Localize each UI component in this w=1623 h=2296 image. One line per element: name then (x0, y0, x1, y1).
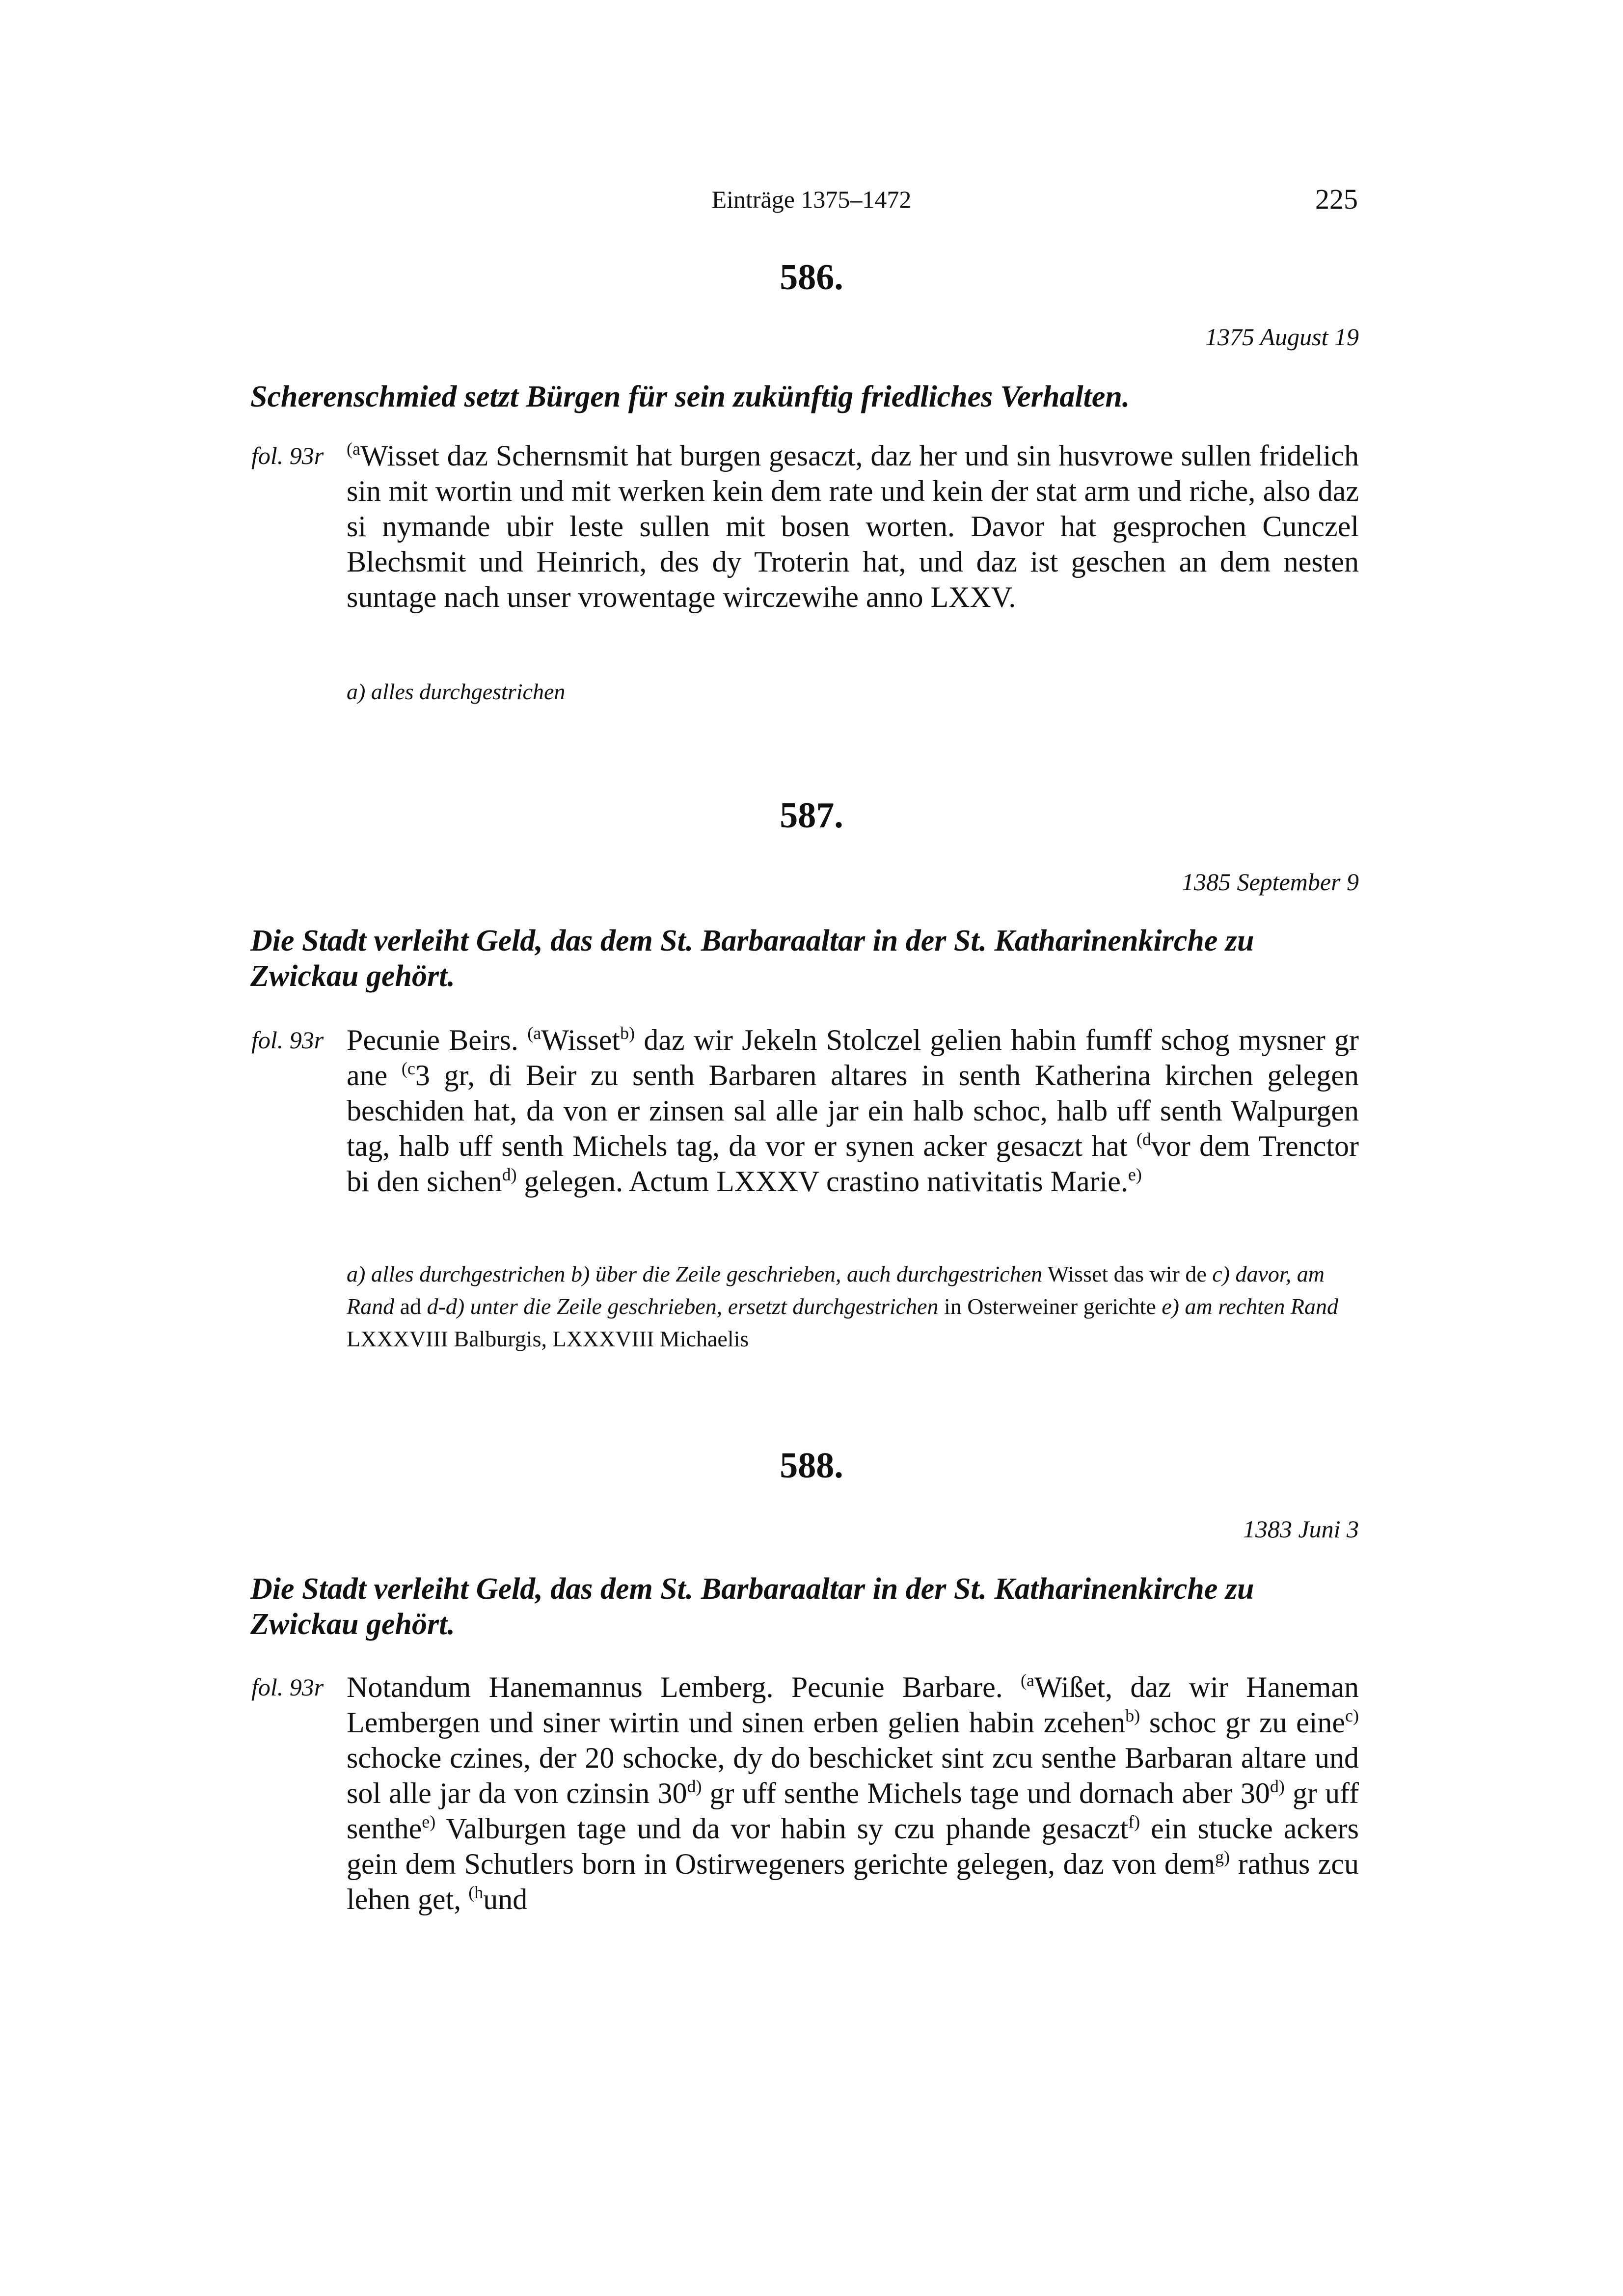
text-segment: gr uff senthe Michels tage und dornach aber 30 (702, 1777, 1270, 1809)
note-marker: f) (1128, 1812, 1140, 1831)
entry-text (347, 1669, 1359, 1917)
note-marker: d) (687, 1777, 702, 1796)
entry-heading: Die Stadt verleiht Geld, das dem St. Barbaraaltar in der St. Katharinenkirche zu Zwickau gehört. (250, 1572, 1254, 1641)
note-marker: b) (620, 1023, 635, 1043)
entry-text (347, 438, 1359, 615)
footnote-label: a) alles durchgestrichen (347, 679, 566, 704)
note-marker: b) (1125, 1706, 1140, 1725)
note-marker: e) (422, 1812, 436, 1831)
text-segment: 3 gr, di Beir zu senth Barbaren altares in senth Katherina kirchen gelegen beschiden hat, da von er zinsen sal alle jar ein halb schoc, halb uff senth Walpurgen tag, halb uff senth Michels tag, da vor er synen acker gesaczt hat (347, 1059, 1359, 1162)
entry-heading: Scherenschmied setzt Bürgen für sein zukünftig friedliches Verhalten. (250, 380, 1130, 413)
note-marker: g) (1215, 1847, 1230, 1867)
footnote-label: e) am rechten Rand (1162, 1294, 1339, 1319)
note-marker: e) (1128, 1165, 1142, 1184)
footnote-label: d-d) unter die Zeile geschrieben, ersetzt durchgestrichen (427, 1294, 939, 1319)
text-segment: schocke czines, der 20 schocke, dy do beschicket sint zcu senthe Barbaran altare und sol alle jar da von czinsin 30 (347, 1742, 1359, 1809)
folio-reference: fol. 93r (251, 1673, 324, 1701)
footnote-label: a) alles durchgestrichen (347, 1261, 566, 1286)
footnote-value: LXXXVIII Balburgis, LXXXVIII Michaelis (347, 1326, 749, 1351)
page-number: 225 (1315, 183, 1358, 215)
folio-reference: fol. 93r (251, 1026, 324, 1054)
entry-number: 586. (780, 257, 843, 298)
note-marker: (d (1136, 1129, 1151, 1149)
text-segment: vor dem Trenctor bi den sichen (347, 1130, 1359, 1198)
footnote-value: ad (400, 1294, 422, 1319)
text-segment: Wisset daz Schernsmit hat burgen gesaczt, daz her und sin husvrowe sullen fridelich sin mit wortin und mit werken kein dem rate und kein der stat arm und riche, also daz si nymande ubir leste sullen mit bosen worten. Davor hat gesprochen Cunczel Blechsmit und Heinrich, des dy Troterin hat, und daz ist geschen an dem nesten suntage nach unser vrowentage wirczewihe anno LXXV. (347, 439, 1359, 613)
note-marker: (a (1021, 1670, 1034, 1690)
entry-number: 587. (780, 795, 843, 836)
entry-date: 1375 August 19 (1205, 323, 1359, 351)
footnote-value: Wisset das wir de (1047, 1261, 1207, 1286)
note-marker: c) (1345, 1706, 1359, 1725)
footnotes (347, 1258, 1359, 1355)
text-segment: und (483, 1883, 528, 1915)
note-marker: (h (468, 1883, 484, 1902)
text-segment: Pecunie Beirs. (347, 1024, 528, 1056)
footnote-label: c) davor, am Rand (347, 1261, 1325, 1319)
text-segment: Wißet, daz wir Haneman Lembergen und siner wirtin und sinen erben gelien habin zcehen (347, 1671, 1359, 1739)
entry-heading: Die Stadt verleiht Geld, das dem St. Barbaraaltar in der St. Katharinenkirche zu Zwickau gehört. (250, 924, 1254, 993)
text-segment: gelegen. Actum LXXXV crastino nativitatis Marie. (516, 1165, 1128, 1198)
note-marker: (c (401, 1059, 415, 1078)
footnote-label: b) über die Zeile geschrieben, auch durchgestrichen (570, 1261, 1043, 1286)
text-segment: schoc gr zu eine (1140, 1706, 1346, 1739)
text-segment: Valburgen tage und da vor habin sy czu phande gesaczt (435, 1812, 1129, 1845)
footnotes (347, 676, 1359, 708)
entry-date: 1385 September 9 (1181, 868, 1359, 896)
text-segment: daz wir Jekeln Stolczel gelien habin fumff schog mysner gr ane (347, 1024, 1359, 1092)
note-marker: (a (527, 1023, 541, 1043)
note-marker: d) (1270, 1777, 1285, 1796)
note-marker: (a (347, 439, 360, 459)
running-head (0, 180, 1623, 219)
footnote-value: in Osterweiner gerichte (944, 1294, 1156, 1319)
text-segment: gr uff senthe (347, 1777, 1359, 1845)
entry-number: 588. (780, 1446, 843, 1486)
entry-date: 1383 Juni 3 (1243, 1515, 1359, 1543)
running-title: Einträge 1375–1472 (711, 186, 912, 213)
text-segment: ein stucke ackers gein dem Schutlers born in Ostirwegeners gerichte gelegen, daz von dem (347, 1812, 1359, 1880)
note-marker: d) (502, 1165, 517, 1184)
entry-text (347, 1022, 1359, 1199)
text-segment: rathus zcu lehen get, (347, 1848, 1359, 1915)
text-segment: Wisset (541, 1024, 621, 1056)
folio-reference: fol. 93r (251, 442, 324, 469)
text-segment: Notandum Hanemannus Lemberg. Pecunie Barbare. (347, 1671, 1021, 1703)
